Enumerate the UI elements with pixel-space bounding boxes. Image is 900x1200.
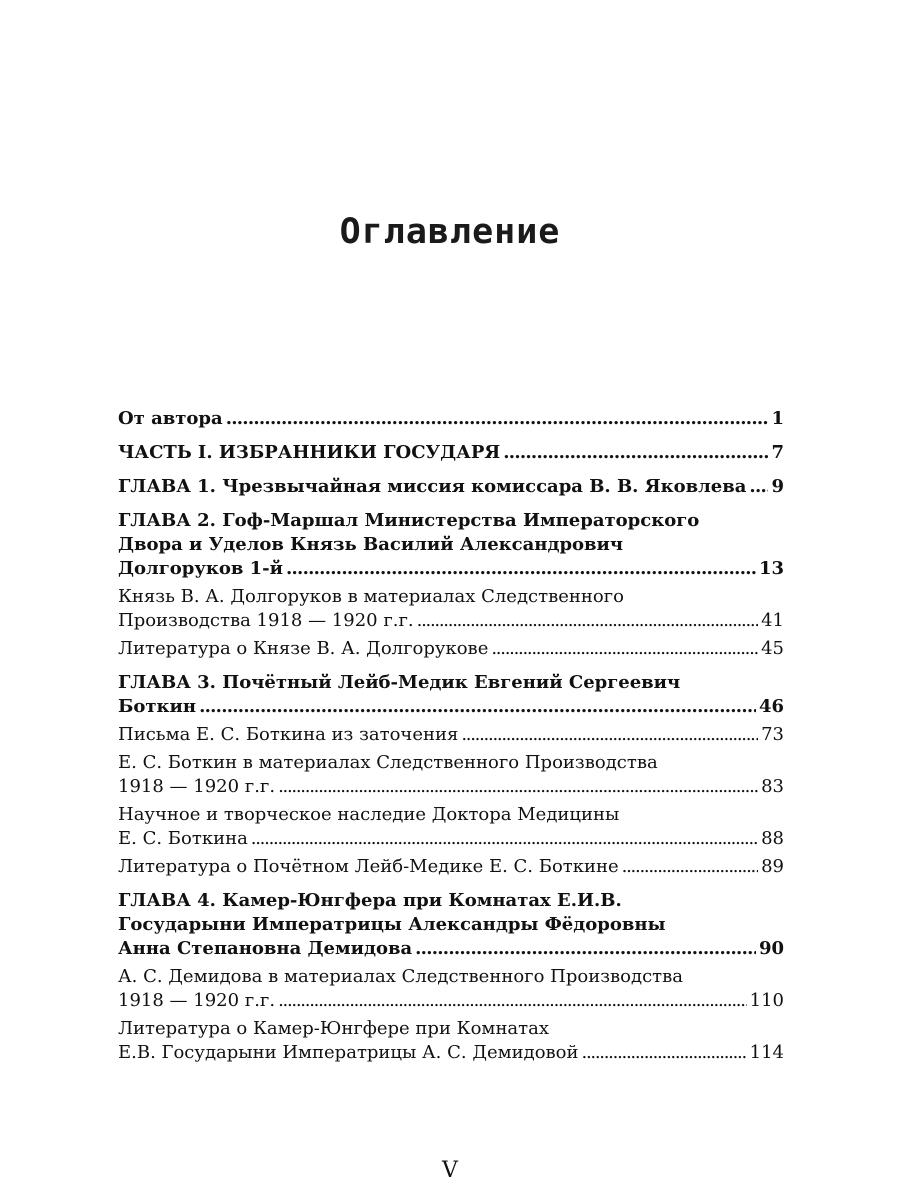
toc-entry-line: Научное и творческое наследие Доктора Медицины	[118, 804, 620, 825]
dot-leader	[503, 441, 768, 465]
toc-heading-text: Боткин	[118, 696, 197, 717]
toc-entry-line: А. С. Демидова в материалах Следственного Производства	[118, 966, 683, 987]
toc-page-number: 13	[758, 558, 784, 579]
toc-entry-line: Князь В. А. Долгоруков в материалах Следственного	[118, 586, 624, 607]
dot-leader	[461, 723, 758, 747]
dot-leader	[286, 557, 756, 581]
dot-leader	[749, 475, 768, 499]
toc-heading-line: ГЛАВА 4. Камер-Юнгфера при Комнатах Е.И.В.	[118, 890, 622, 911]
toc-entry-text: Е. С. Боткина	[118, 828, 248, 849]
toc-heading-text: ЧАСТЬ I. ИЗБРАННИКИ ГОСУДАРЯ	[118, 442, 501, 463]
toc-heading-line: ГЛАВА 3. Почётный Лейб-Медик Евгений Сергеевич	[118, 672, 681, 693]
toc-heading-line: Государыни Императрицы Александры Фёдоровны	[118, 914, 666, 935]
toc-entry	[118, 965, 784, 1013]
toc-heading-last-line	[118, 407, 784, 431]
toc-heading-text: ГЛАВА 1. Чрезвычайная миссия комиссара В. В. Яковлева	[118, 476, 747, 497]
toc-page-number: 46	[758, 696, 784, 717]
toc-page-number: 88	[761, 828, 784, 849]
toc-page-number: 41	[761, 610, 784, 631]
toc-section	[118, 671, 784, 879]
toc-entry-text: Е.В. Государыни Императрицы А. С. Демидовой	[118, 1042, 579, 1063]
toc-page-number: 9	[771, 476, 784, 497]
dot-leader	[582, 1041, 747, 1065]
toc-entry-text: Литература о Князе В. А. Долгорукове	[118, 638, 489, 659]
dot-leader	[199, 695, 756, 719]
toc-page-number: 73	[761, 724, 784, 745]
toc-page-number: 110	[749, 990, 784, 1011]
toc-entry-text: Производства 1918 — 1920 г.г.	[118, 610, 414, 631]
toc-heading-text: От автора	[118, 408, 223, 429]
toc-entry	[118, 585, 784, 633]
toc-heading-text: Анна Степановна Демидова	[118, 938, 413, 959]
page-title: Оглавление	[339, 212, 561, 252]
toc-entry	[118, 803, 784, 851]
toc-heading-line: ГЛАВА 2. Гоф-Маршал Министерства Императорского	[118, 510, 700, 531]
toc-page-number: 7	[771, 442, 784, 463]
toc-entry	[118, 723, 784, 747]
table-of-contents	[118, 407, 784, 1075]
toc-entry-text: Литература о Почётном Лейб-Медике Е. С. Боткине	[118, 856, 619, 877]
toc-entry	[118, 637, 784, 661]
toc-entry-line: Литература о Камер-Юнгфере при Комнатах	[118, 1018, 550, 1039]
toc-entry-last-line	[118, 855, 784, 879]
toc-page-number: 89	[761, 856, 784, 877]
toc-page-number: 83	[761, 776, 784, 797]
toc-page-number: 45	[761, 638, 784, 659]
toc-section	[118, 407, 784, 431]
toc-entry-last-line	[118, 775, 784, 799]
toc-section	[118, 475, 784, 499]
toc-heading-last-line	[118, 557, 784, 581]
dot-leader	[278, 989, 747, 1013]
toc-entry	[118, 855, 784, 879]
dot-leader	[622, 855, 758, 879]
toc-entry-last-line	[118, 609, 784, 633]
dot-leader	[278, 775, 758, 799]
toc-page-number: 114	[749, 1042, 784, 1063]
toc-heading-last-line	[118, 475, 784, 499]
dot-leader	[417, 609, 758, 633]
toc-entry-line: Е. С. Боткин в материалах Следственного Производства	[118, 752, 658, 773]
toc-entry-last-line	[118, 723, 784, 747]
toc-heading-text: Долгоруков 1-й	[118, 558, 283, 579]
toc-entry-last-line	[118, 989, 784, 1013]
toc-section	[118, 889, 784, 1065]
toc-page-number: 90	[758, 938, 784, 959]
toc-entry-text: Письма Е. С. Боткина из заточения	[118, 724, 459, 745]
toc-heading-line: Двора и Уделов Князь Василий Александрович	[118, 534, 624, 555]
dot-leader	[251, 827, 758, 851]
dot-leader	[415, 937, 756, 961]
toc-heading-last-line	[118, 937, 784, 961]
page-number: V	[442, 1158, 458, 1183]
toc-section	[118, 441, 784, 465]
toc-entry-text: 1918 — 1920 г.г.	[118, 776, 276, 797]
toc-heading-last-line	[118, 695, 784, 719]
toc-entry-last-line	[118, 1041, 784, 1065]
toc-section	[118, 509, 784, 661]
toc-entry-last-line	[118, 827, 784, 851]
toc-entry-last-line	[118, 637, 784, 661]
dot-leader	[491, 637, 758, 661]
toc-entry	[118, 751, 784, 799]
toc-entry	[118, 1017, 784, 1065]
dot-leader	[226, 407, 769, 431]
toc-entry-text: 1918 — 1920 г.г.	[118, 990, 276, 1011]
toc-heading-last-line	[118, 441, 784, 465]
toc-page-number: 1	[771, 408, 784, 429]
